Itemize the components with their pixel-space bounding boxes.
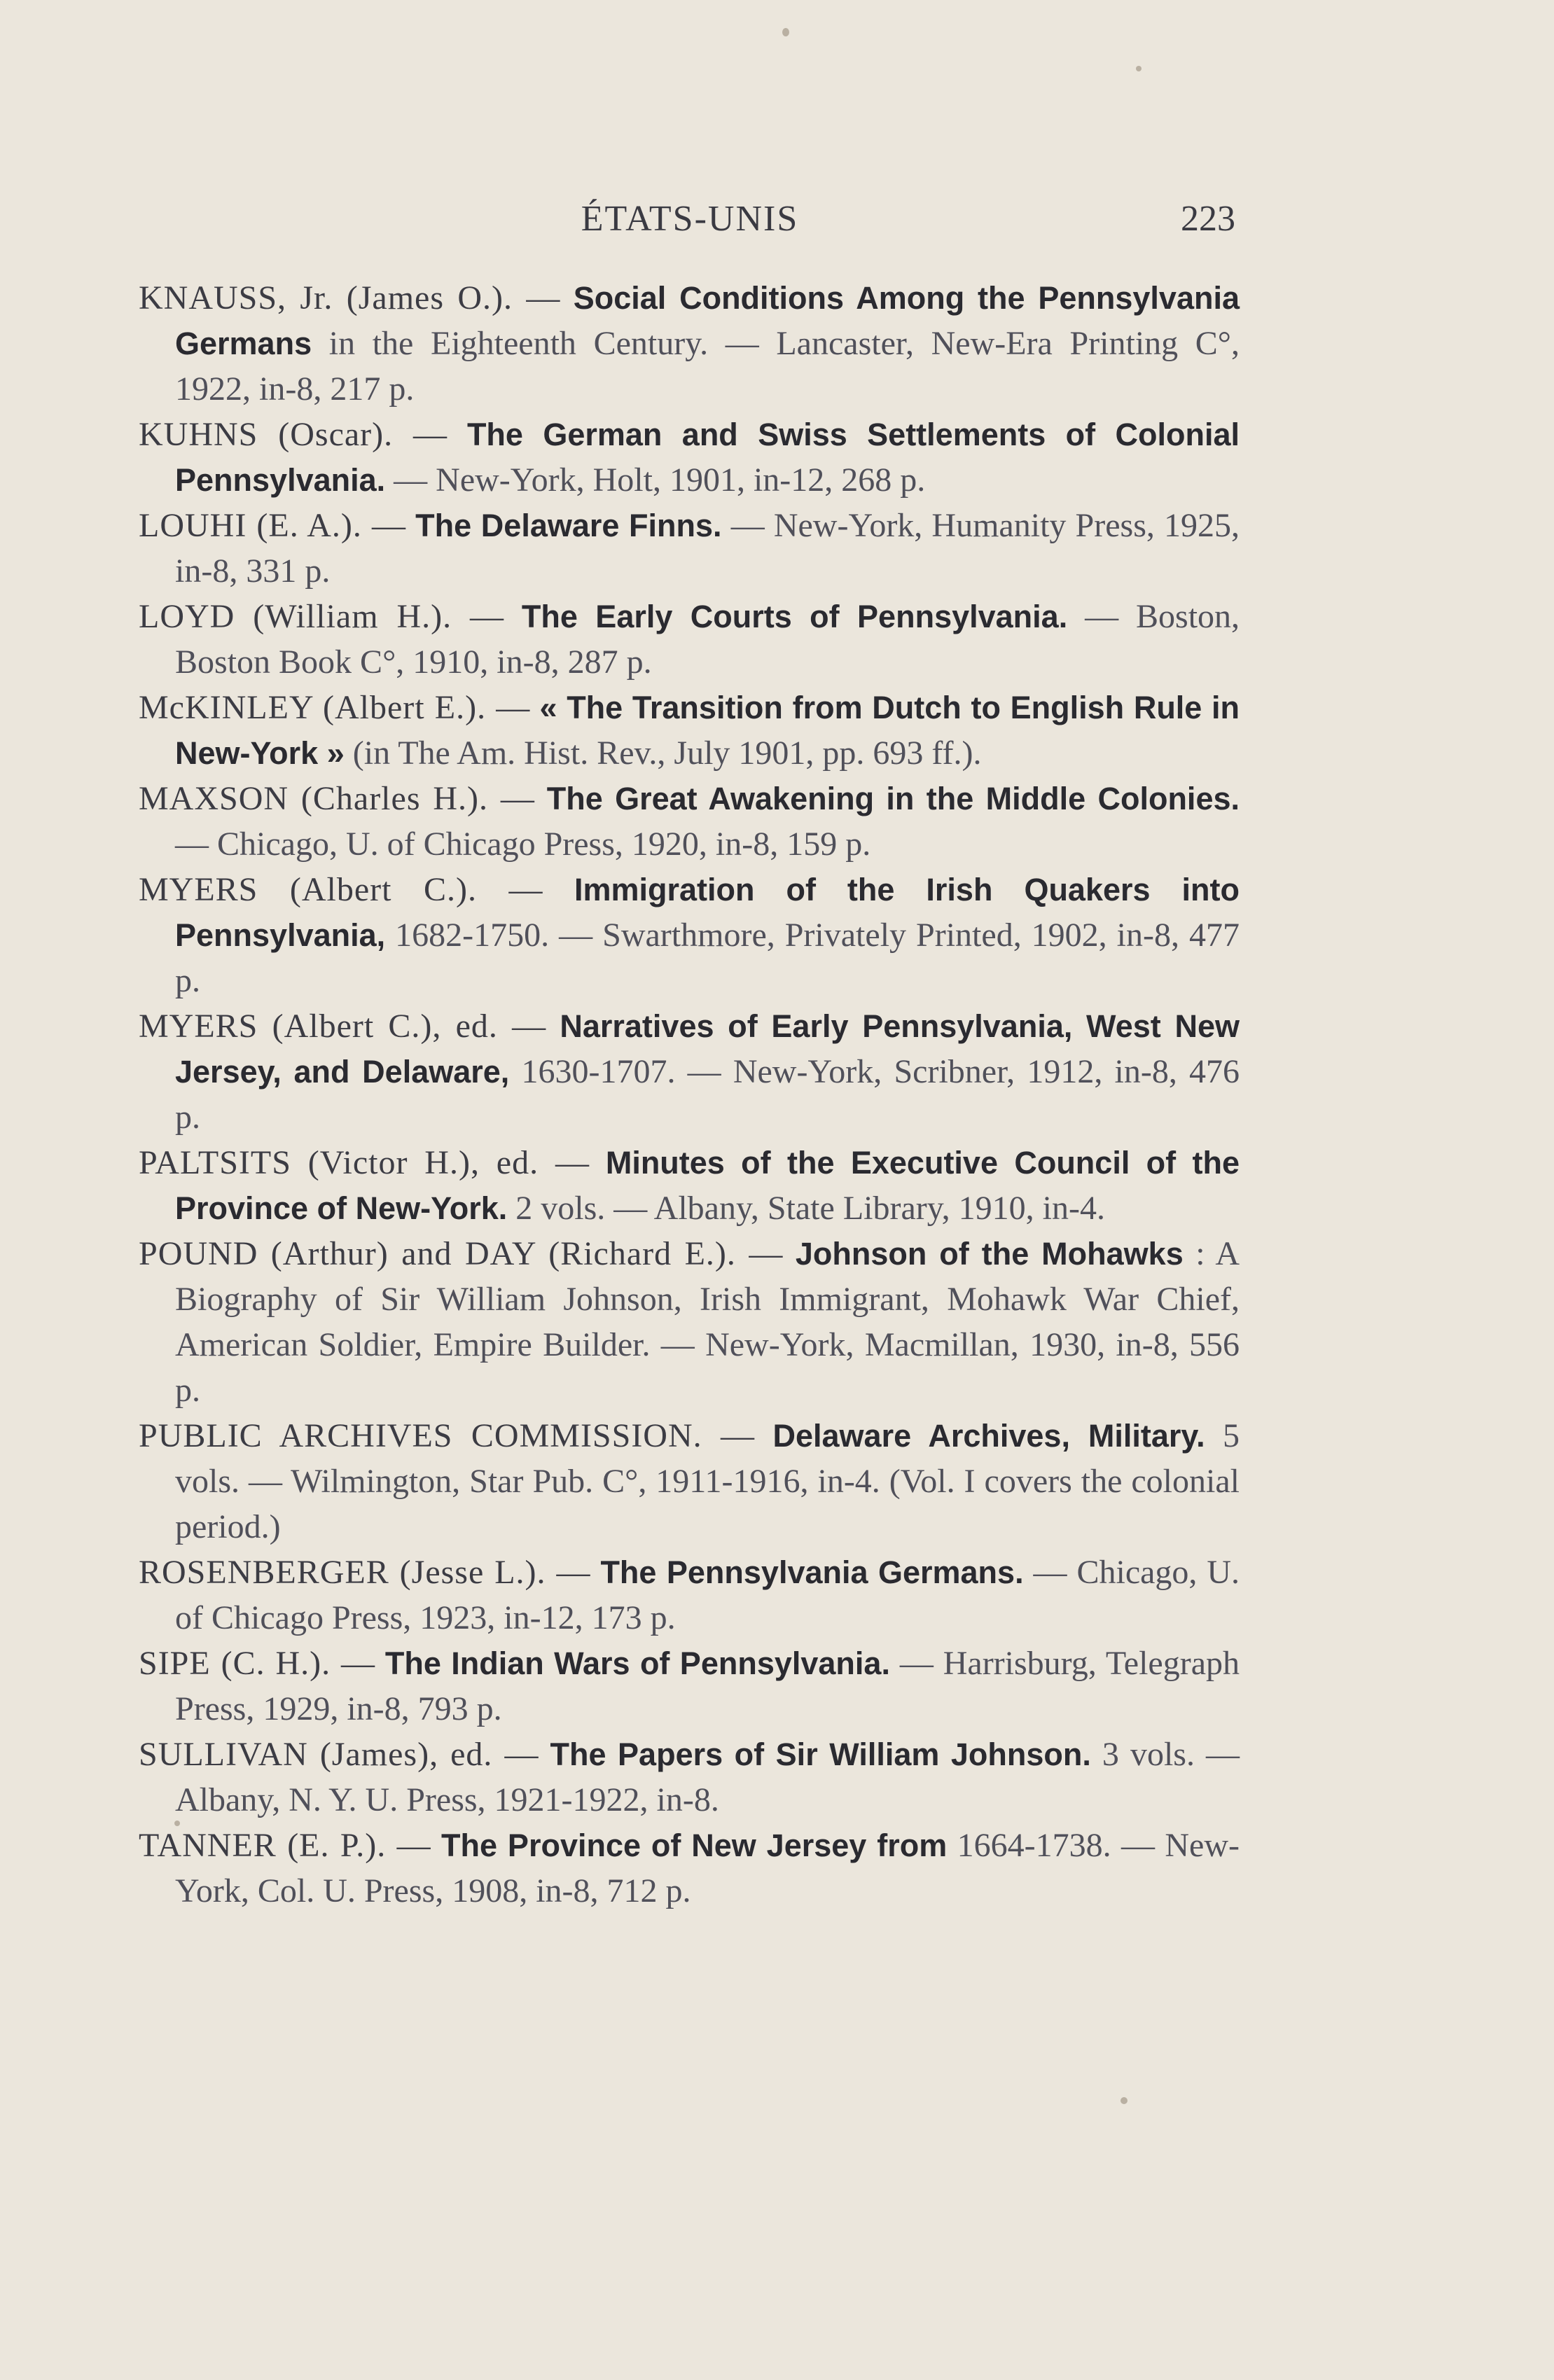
bibliography-entry [139,1140,1240,1231]
entry-author: TANNER (E. P.). — [139,1827,431,1864]
entry-title: The Papers of Sir William Johnson. [550,1737,1091,1772]
bibliography-entry [139,776,1240,867]
entry-author: POUND (Arthur) and DAY (Richard E.). — [139,1235,784,1272]
entry-imprint: 2 vols. — Albany, State Library, 1910, in-4. [515,1190,1105,1227]
entry-author: McKINLEY (Albert E.). — [139,689,531,726]
entry-imprint: — Chicago, U. of Chicago Press, 1923, in-12, 173 p. [175,1554,1240,1636]
bibliography-entry [139,867,1240,1003]
bibliography-entry [139,1231,1240,1413]
entry-imprint: 1630-1707. — New-York, Scribner, 1912, in-8, 476 p. [175,1053,1240,1136]
entry-author: SIPE (C. H.). — [139,1645,376,1682]
bibliography-list [139,275,1240,1914]
bibliography-entry [139,1550,1240,1641]
entry-title: Minutes of the Executive Council of the Province of New-York. [175,1145,1240,1226]
entry-imprint: 5 vols. — Wilmington, Star Pub. C°, 1911-1916, in-4. (Vol. I covers the colonial period.) [175,1417,1240,1545]
entry-title: Johnson of the Mohawks [795,1236,1184,1272]
entry-imprint: in the Eighteenth Century. — Lancaster, New-Era Printing C°, 1922, in-8, 217 p. [175,325,1240,408]
entry-imprint: 3 vols. — Albany, N. Y. U. Press, 1921-1922, in-8. [175,1736,1240,1818]
entry-imprint: — Chicago, U. of Chicago Press, 1920, in-8, 159 p. [175,826,871,863]
entry-imprint: — New-York, Humanity Press, 1925, in-8, 331 p. [175,507,1240,590]
entry-title: « The Transition from Dutch to English Rule in New-York » [175,690,1240,771]
bibliography-entry [139,275,1240,412]
paper-speck [1121,2097,1128,2104]
bibliography-entry [139,1823,1240,1914]
paper-speck [782,28,789,36]
paper-speck [1136,66,1142,71]
entry-author: MYERS (Albert C.), ed. — [139,1008,547,1045]
entry-imprint: — Boston, Boston Book C°, 1910, in-8, 287 p. [175,598,1240,681]
entry-title: Social Conditions Among the Pennsylvania Germans [175,280,1240,361]
bibliography-entry [139,1413,1240,1550]
entry-author: KNAUSS, Jr. (James O.). — [139,279,561,316]
bibliography-entry [139,685,1240,776]
entry-imprint: 1664-1738. — New-York, Col. U. Press, 1908, in-8, 712 p. [175,1827,1240,1909]
entry-title: The Delaware Finns. [415,508,722,543]
entry-author: PUBLIC ARCHIVES COMMISSION. — [139,1417,756,1454]
entry-title: The Early Courts of Pennsylvania. [521,599,1068,634]
entry-author: MAXSON (Charles H.). — [139,780,535,817]
entry-author: MYERS (Albert C.). — [139,871,543,908]
entry-title: Delaware Archives, Military. [772,1418,1205,1454]
bibliography-entry [139,1732,1240,1823]
entry-author: KUHNS (Oscar). — [139,416,448,453]
entry-imprint: — Harrisburg, Telegraph Press, 1929, in-8, 793 p. [175,1645,1240,1727]
entry-title: Narratives of Early Pennsylvania, West New Jersey, and Delaware, [175,1008,1240,1090]
entry-author: SULLIVAN (James), ed. — [139,1736,539,1773]
entry-author: ROSENBERGER (Jesse L.). — [139,1554,591,1591]
bibliography-entry [139,1641,1240,1732]
bibliography-entry [139,594,1240,685]
bibliography-entry [139,412,1240,503]
entry-imprint: (in The Am. Hist. Rev., July 1901, pp. 693 ff.). [352,735,982,772]
running-head [139,198,1241,247]
entry-author: LOYD (William H.). — [139,598,504,635]
entry-imprint: — New-York, Holt, 1901, in-12, 268 p. [394,461,926,499]
bibliography-entry [139,1003,1240,1140]
running-title: ÉTATS-UNIS [581,199,799,239]
entry-title: The German and Swiss Settlements of Colonial Pennsylvania. [175,417,1240,498]
bibliography-entry [139,503,1240,594]
entry-imprint: 1682-1750. — Swarthmore, Privately Printed, 1902, in-8, 477 p. [175,917,1240,999]
entry-title: The Great Awakening in the Middle Colonies. [546,781,1240,816]
entry-author: PALTSITS (Victor H.), ed. — [139,1144,590,1181]
entry-title: The Pennsylvania Germans. [600,1554,1024,1590]
entry-author: LOUHI (E. A.). — [139,507,407,544]
entry-title: The Province of New Jersey from [441,1828,948,1863]
entry-title: The Indian Wars of Pennsylvania. [384,1645,890,1681]
page-number: 223 [1181,199,1235,239]
entry-imprint: : A Biography of Sir William Johnson, Irish Immigrant, Mohawk War Chief, American Soldier, Empire Builder. — New-York, Macmillan, 1930, in-8, 556 p. [175,1235,1240,1409]
entry-title: Immigration of the Irish Quakers into Pennsylvania, [175,872,1240,953]
